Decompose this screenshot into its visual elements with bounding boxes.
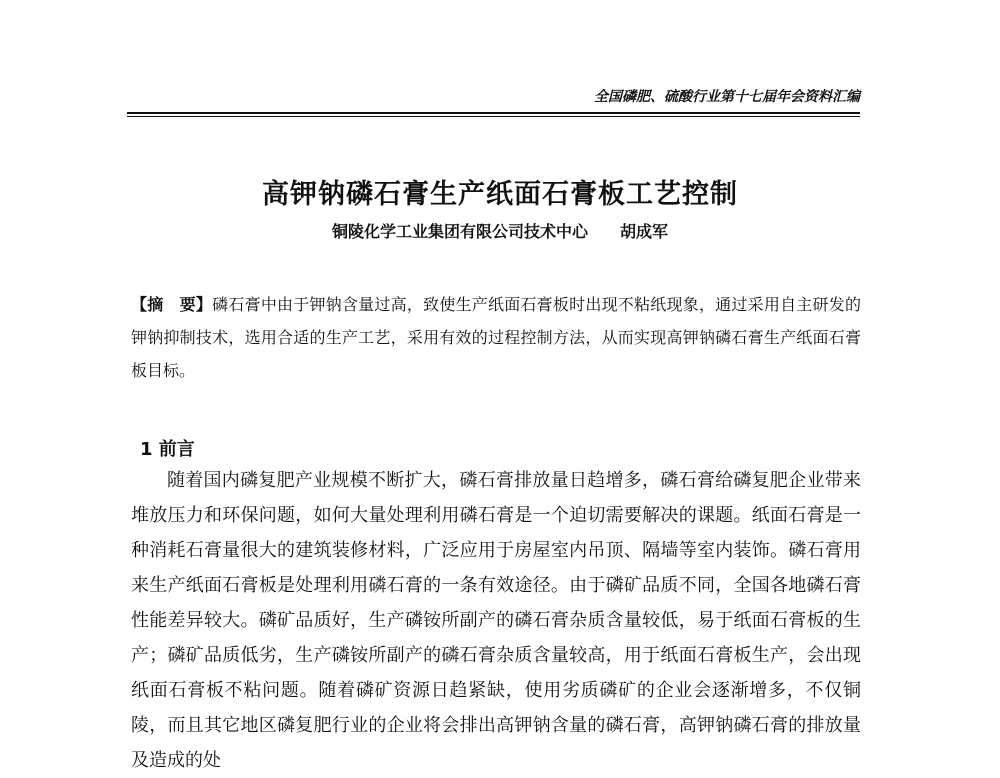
author: 胡成军 <box>620 222 669 241</box>
paper-title: 高钾钠磷石膏生产纸面石膏板工艺控制 <box>262 179 738 210</box>
section-paragraph: 随着国内磷复肥产业规模不断扩大，磷石膏排放量日趋增多，磷石膏给磷复肥企业带来堆放压力和环保问题，如何大量处理利用磷石膏是一个迫切需要解决的课题。纸面石膏是一种消耗石膏量很大的建筑装修材料，广泛应用于房屋室内吊顶、隔墙等室内装饰。磷石膏用来生产纸面石膏板是处理利用磷石膏的一条有效途径。由于磷矿品质不同，全国各地磷石膏性能差异较大。磷矿品质好，生产磷铵所副产的磷石膏杂质含量较低，易于纸面石膏板的生产；磷矿品质低劣，生产磷铵所副产的磷石膏杂质含量较高，用于纸面石膏板生产，会出现纸面石膏板不粘问题。随着磷矿资源日趋紧缺，使用劣质磷矿的企业会逐渐增多，不仅铜陵，而且其它地区磷复肥行业的企业将会排出高钾钠含量的磷石膏，高钾钠磷石膏的排放量及造成的处 <box>131 470 861 771</box>
section-heading: 1 前言 <box>140 439 195 460</box>
affiliation-line <box>0 219 1000 242</box>
running-header: 全国磷肥、硫酸行业第十七届年会资料汇编 <box>594 89 860 105</box>
affiliation: 铜陵化学工业集团有限公司技术中心 <box>331 222 588 241</box>
abstract-label: 【摘 要】 <box>131 295 213 314</box>
header-rule <box>127 112 860 114</box>
abstract-text: 磷石膏中由于钾钠含量过高，致使生产纸面石膏板时出现不粘纸现象，通过采用自主研发的钾钠抑制技术，选用合适的生产工艺，采用有效的过程控制方法，从而实现高钾钠磷石膏生产纸面石膏板目标。 <box>131 295 861 380</box>
abstract <box>131 288 861 387</box>
